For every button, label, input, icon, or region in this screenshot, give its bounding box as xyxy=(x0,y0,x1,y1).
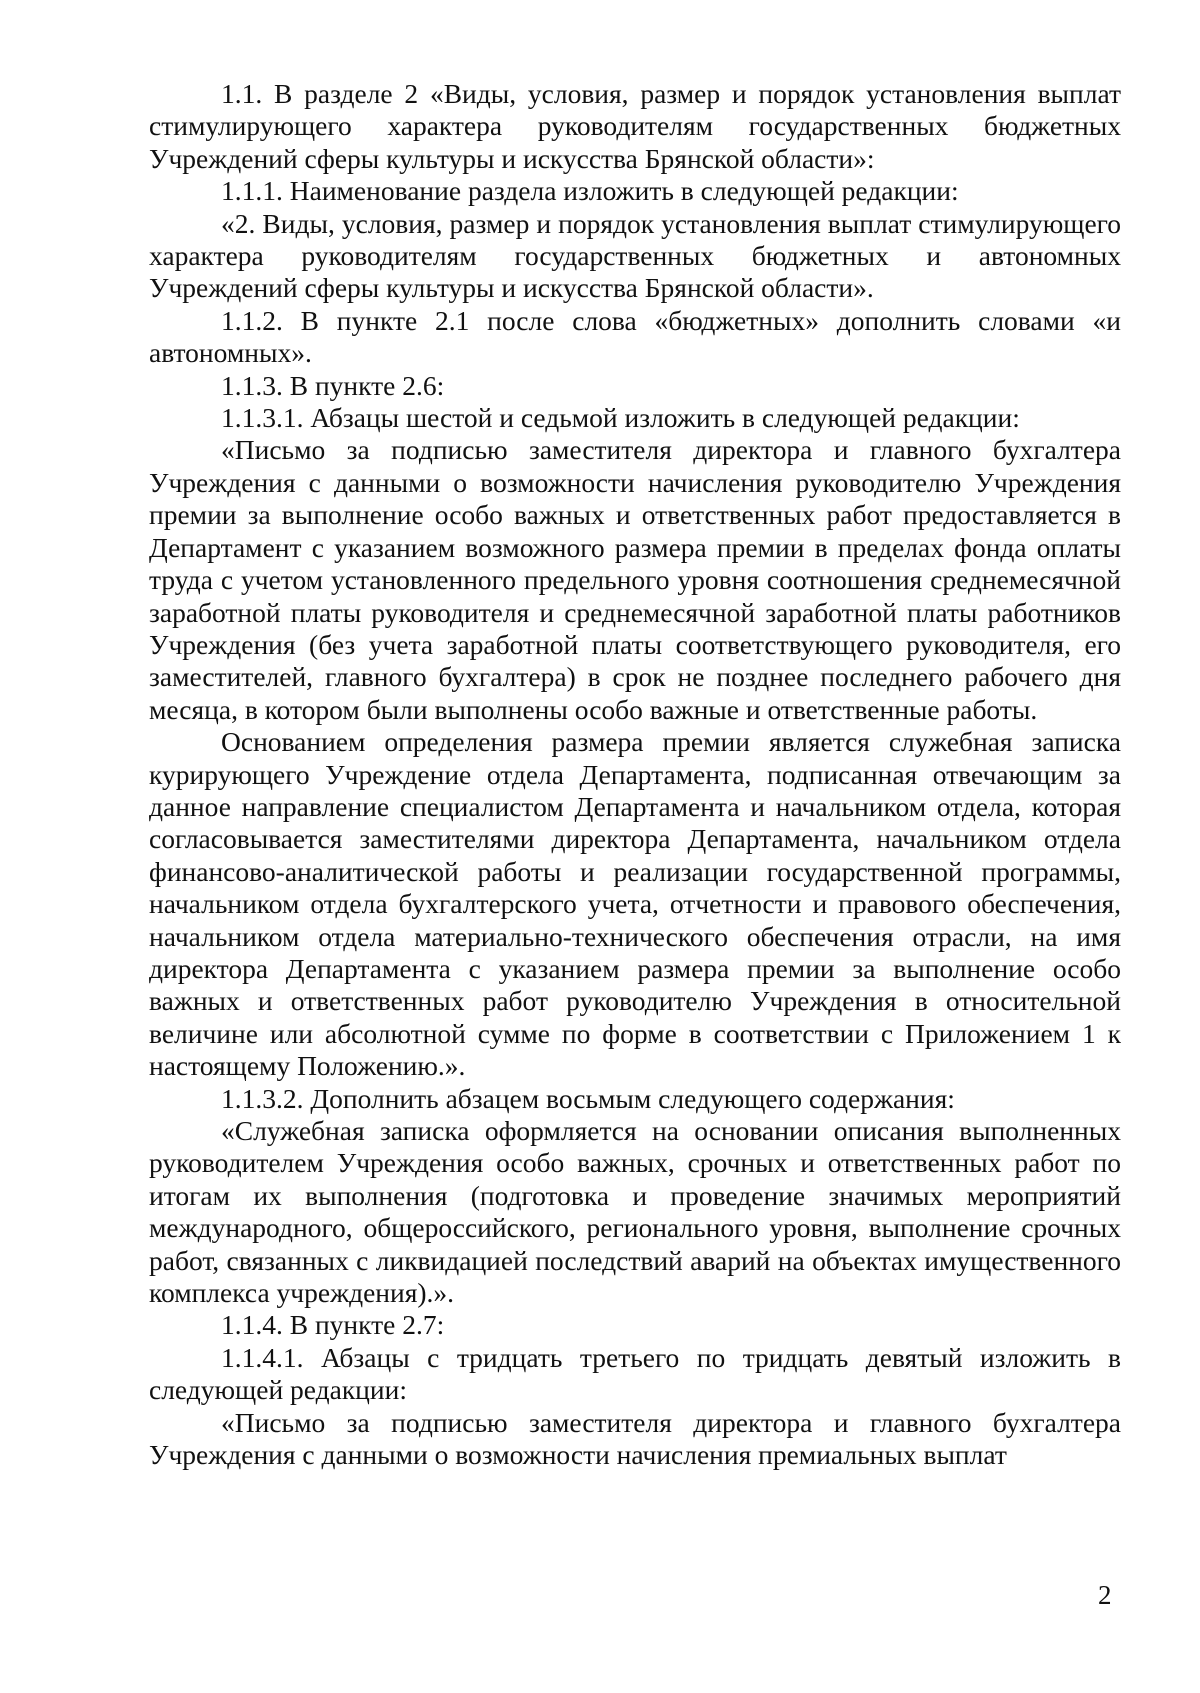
paragraph-letter-quote-2: «Письмо за подписью заместителя директора и главного бухгалтера Учреждения с данными о возможности начисления премиальных выплат xyxy=(149,1406,1121,1471)
paragraph-1-1-4: 1.1.4. В пункте 2.7: xyxy=(221,1309,445,1341)
paragraph-1-1-3: 1.1.3. В пункте 2.6: xyxy=(221,369,445,401)
document-body xyxy=(149,78,1121,1471)
page-number: 2 xyxy=(1098,1580,1112,1610)
paragraph-1-1-1: 1.1.1. Наименование раздела изложить в следующей редакции: xyxy=(221,175,959,207)
paragraph-section-title-quote: «2. Виды, условия, размер и порядок установления выплат стимулирующего характера руководителям государственных бюджетных и автономных Учреждений сферы культуры и искусства Брянской области». xyxy=(149,207,1121,304)
paragraph-letter-quote: «Письмо за подписью заместителя директора и главного бухгалтера Учреждения с данными о возможности начисления руководителю Учреждения премии за выполнение особо важных и ответственных работ предоставляется в Департамент с указанием возможного размера премии в пределах фонда оплаты труда с учетом установленного предельного уровня соотношения среднемесячной заработной платы руководителя и среднемесячной заработной платы работников Учреждения (без учета заработной платы соответствующего руководителя, его заместителей, главного бухгалтера) в срок не позднее последнего рабочего дня месяца, в котором были выполнены особо важные и ответственные работы. xyxy=(149,434,1121,725)
paragraph-1-1: 1.1. В разделе 2 «Виды, условия, размер и порядок установления выплат стимулирующего характера руководителям государственных бюджетных Учреждений сферы культуры и искусства Брянской области»: xyxy=(149,78,1121,174)
paragraph-1-1-3-2: 1.1.3.2. Дополнить абзацем восьмым следующего содержания: xyxy=(221,1082,955,1114)
paragraph-basis: Основанием определения размера премии является служебная записка курирующего Учреждение отдела Департамента, подписанная отвечающим за данное направление специалистом Департамента и начальником отдела, которая согласовывается заместителями директора Департамента, начальником отдела финансово-аналитической работы и реализации государственной программы, начальником отдела бухгалтерского учета, отчетности и правового обеспечения, начальником отдела материально-технического обеспечения отрасли, на имя директора Департамента с указанием размера премии за выполнение особо важных и ответственных работ руководителю Учреждения в относительной величине или абсолютной сумме по форме в соответствии с Приложением 1 к настоящему Положению.». xyxy=(149,726,1121,1082)
paragraph-1-1-3-1: 1.1.3.1. Абзацы шестой и седьмой изложить в следующей редакции: xyxy=(221,402,1020,434)
paragraph-1-1-4-1: 1.1.4.1. Абзацы с тридцать третьего по тридцать девятый изложить в следующей редакции: xyxy=(149,1341,1121,1406)
paragraph-memo-quote: «Служебная записка оформляется на основании описания выполненных руководителем Учреждения особо важных, срочных и ответственных работ по итогам их выполнения (подготовка и проведение значимых мероприятий международного, общероссийского, регионального уровня, выполнение срочных работ, связанных с ликвидацией последствий аварий на объектах имущественного комплекса учреждения).». xyxy=(149,1115,1121,1309)
paragraph-1-1-2: 1.1.2. В пункте 2.1 после слова «бюджетных» дополнить словами «и автономных». xyxy=(149,304,1121,369)
